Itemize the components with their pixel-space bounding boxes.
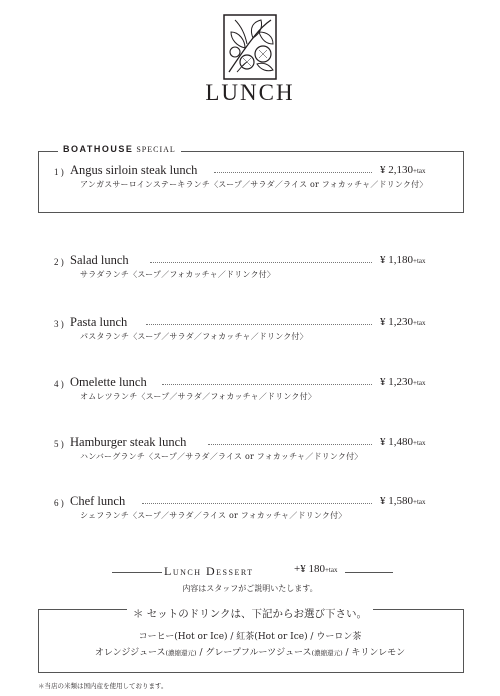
dessert-price: +¥ 180+tax — [294, 563, 338, 575]
divider — [345, 572, 393, 573]
item-name: Angus sirloin steak lunch — [70, 163, 198, 177]
dot-leader — [150, 261, 372, 263]
item-description: シェフランチ〈スープ／サラダ／ライス or フォカッチャ／ドリンク付〉 — [80, 511, 347, 520]
drink-heading: ＊ セットのドリンクは、下記からお選び下さい。 — [0, 602, 500, 621]
item-price: ¥ 1,180+tax — [380, 254, 426, 266]
dessert-title: Lunch Dessert — [164, 564, 254, 578]
dot-leader — [162, 383, 372, 385]
item-price: ¥ 1,480+tax — [380, 436, 426, 448]
tax-label: +tax — [413, 319, 426, 327]
tax-label: +tax — [413, 498, 426, 506]
item-price: ¥ 1,580+tax — [380, 495, 426, 507]
special-label-brand: BOATHOUSE — [63, 144, 134, 154]
item-name: Salad lunch — [70, 253, 129, 267]
dot-leader — [142, 502, 372, 504]
divider — [112, 572, 162, 573]
footnote: ＊当店の米類は国内産を使用しております。 — [38, 682, 168, 690]
tax-label: +tax — [413, 439, 426, 447]
item-description: アンガスサーロインステーキランチ〈スープ／サラダ／ライス or フォカッチャ／ドリンク付〉 — [80, 180, 428, 189]
dessert-note: 内容はスタッフがご説明いたします。 — [182, 584, 318, 593]
dot-leader — [146, 323, 372, 325]
special-label — [58, 144, 181, 154]
item-number: 2 ) — [54, 257, 64, 267]
tax-label: +tax — [324, 566, 338, 574]
dot-leader — [214, 171, 372, 173]
tax-label: +tax — [413, 257, 426, 265]
item-number: 4 ) — [54, 379, 64, 389]
tax-label: +tax — [413, 167, 426, 175]
item-number: 6 ) — [54, 498, 64, 508]
item-price: ¥ 1,230+tax — [380, 376, 426, 388]
item-description: パスタランチ〈スープ／サラダ／フォカッチャ／ドリンク付〉 — [80, 332, 308, 341]
botanical-fruit-branch-icon — [223, 14, 277, 80]
item-number: 3 ) — [54, 319, 64, 329]
tax-label: +tax — [413, 379, 426, 387]
item-name: Pasta lunch — [70, 315, 128, 329]
item-description: ハンバーグランチ〈スープ／サラダ／ライス or フォカッチャ／ドリンク付〉 — [80, 452, 363, 461]
item-name: Hamburger steak lunch — [70, 435, 187, 449]
special-label-text: SPECIAL — [133, 145, 176, 154]
item-name: Omelette lunch — [70, 375, 147, 389]
dot-leader — [208, 443, 372, 445]
item-price: ¥ 1,230+tax — [380, 316, 426, 328]
drink-options-line: オレンジジュース(濃縮還元) / グレープフルーツジュース(濃縮還元) / キリンレモン — [94, 648, 406, 658]
item-number: 1 ) — [54, 167, 64, 177]
item-price: ¥ 2,130+tax — [380, 164, 426, 176]
item-name: Chef lunch — [70, 494, 126, 508]
item-description: オムレツランチ〈スープ／サラダ／フォカッチャ／ドリンク付〉 — [80, 392, 317, 401]
page-title: LUNCH — [205, 80, 295, 105]
drink-options-line: コーヒー(Hot or Ice) / 紅茶(Hot or Ice) / ウーロン茶 — [138, 632, 362, 642]
item-number: 5 ) — [54, 439, 64, 449]
item-description: サラダランチ〈スープ／フォカッチャ／ドリンク付〉 — [80, 270, 276, 279]
